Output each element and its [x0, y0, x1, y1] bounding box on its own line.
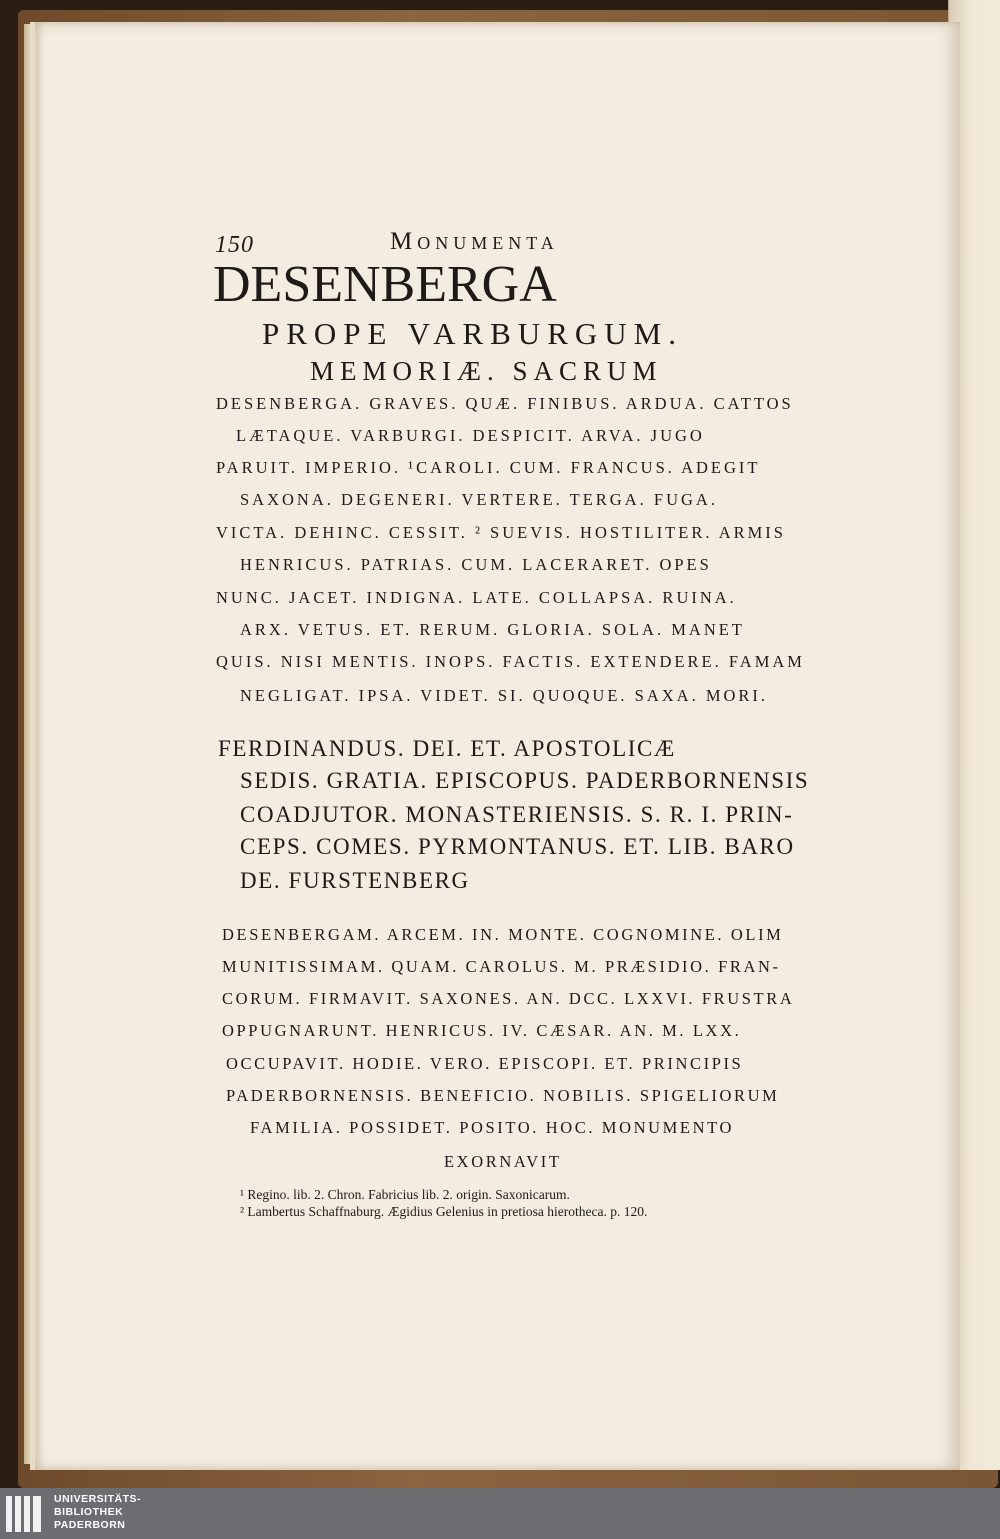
dedication-line: SEDIS. GRATIA. EPISCOPUS. PADERBORNENSIS: [240, 768, 810, 793]
library-footer-bar: [0, 1488, 1000, 1539]
dedication-line: CEPS. COMES. PYRMONTANUS. ET. LIB. BARO: [240, 834, 795, 859]
prose-line: DESENBERGAM. ARCEM. IN. MONTE. COGNOMINE. OLIM: [222, 925, 784, 944]
library-logo-icon: [6, 1496, 46, 1532]
footnote: ² Lambertus Schaffnaburg. Ægidius Gelenius in pretiosa hierotheca. p. 120.: [240, 1204, 648, 1219]
library-logo-line: BIBLIOTHEK: [54, 1506, 124, 1518]
dedication-line: FERDINANDUS. DEI. ET. APOSTOLICÆ: [218, 736, 676, 761]
subtitle-dedication: MEMORIÆ. SACRUM: [310, 356, 663, 386]
verse-line: DESENBERGA. GRAVES. QUÆ. FINIBUS. ARDUA. CATTOS: [216, 394, 794, 413]
prose-line: MUNITISSIMAM. QUAM. CAROLUS. M. PRÆSIDIO. FRAN-: [222, 957, 781, 976]
verse-line: HENRICUS. PATRIAS. CUM. LACERARET. OPES: [240, 555, 712, 574]
prose-line: PADERBORNENSIS. BENEFICIO. NOBILIS. SPIGELIORUM: [226, 1086, 780, 1105]
page-number: 150: [215, 232, 254, 258]
verse-line: LÆTAQUE. VARBURGI. DESPICIT. ARVA. JUGO: [236, 426, 705, 445]
footnote: ¹ Regino. lib. 2. Chron. Fabricius lib. 2. origin. Saxonicarum.: [240, 1187, 570, 1202]
verse-line: ARX. VETUS. ET. RERUM. GLORIA. SOLA. MANET: [240, 620, 745, 639]
verse-line: SAXONA. DEGENERI. VERTERE. TERGA. FUGA.: [240, 490, 718, 509]
verse-line: PARUIT. IMPERIO. ¹CAROLI. CUM. FRANCUS. ADEGIT: [216, 458, 761, 477]
prose-line: FAMILIA. POSSIDET. POSITO. HOC. MONUMENTO: [250, 1118, 734, 1137]
prose-line: EXORNAVIT: [444, 1152, 562, 1171]
verse-line: NUNC. JACET. INDIGNA. LATE. COLLAPSA. RUINA.: [216, 588, 737, 607]
library-logo-line: PADERBORN: [54, 1519, 126, 1531]
page-title: DESENBERGA: [213, 256, 557, 313]
verse-line: QUIS. NISI MENTIS. INOPS. FACTIS. EXTENDERE. FAMAM: [216, 652, 805, 671]
library-logo-line: UNIVERSITÄTS-: [54, 1493, 142, 1505]
dedication-line: DE. FURSTENBERG: [240, 868, 470, 893]
dedication-line: COADJUTOR. MONASTERIENSIS. S. R. I. PRIN-: [240, 802, 794, 827]
running-head: Monumenta: [390, 228, 559, 255]
prose-line: OPPUGNARUNT. HENRICUS. IV. CÆSAR. AN. M. LXX.: [222, 1021, 742, 1040]
verse-line: NEGLIGAT. IPSA. VIDET. SI. QUOQUE. SAXA. MORI.: [240, 686, 769, 705]
prose-line: CORUM. FIRMAVIT. SAXONES. AN. DCC. LXXVI. FRUSTRA: [222, 989, 795, 1008]
verse-line: VICTA. DEHINC. CESSIT. ² SUEVIS. HOSTILITER. ARMIS: [216, 523, 786, 542]
library-logo-text: [54, 1493, 141, 1532]
subtitle-location: PROPE VARBURGUM.: [262, 316, 683, 351]
prose-line: OCCUPAVIT. HODIE. VERO. EPISCOPI. ET. PRINCIPIS: [226, 1054, 744, 1073]
